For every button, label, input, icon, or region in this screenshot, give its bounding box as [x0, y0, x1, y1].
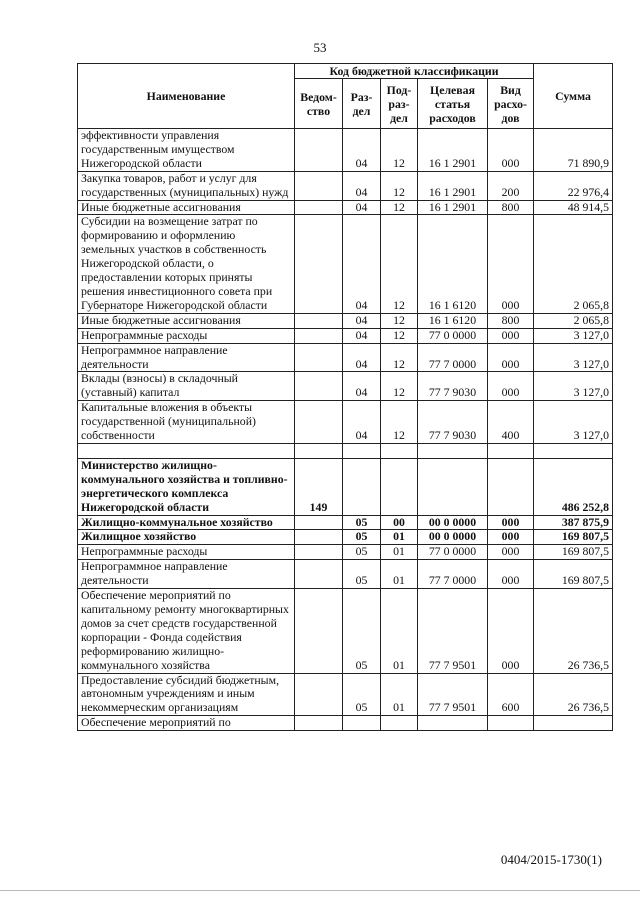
- cell-name: Непрограммные расходы: [78, 328, 295, 343]
- cell-razdel: 05: [343, 560, 381, 589]
- cell-razdel: 04: [343, 200, 381, 215]
- cell-sum: 169 807,5: [534, 545, 613, 560]
- cell-podrazdel: 01: [381, 560, 418, 589]
- cell-razdel: 05: [343, 530, 381, 545]
- table-row: [78, 589, 613, 673]
- table-row: [78, 443, 613, 458]
- cell-target: 00 0 0000: [418, 515, 488, 530]
- cell-vid: 000: [488, 560, 534, 589]
- cell-vid: 000: [488, 372, 534, 401]
- cell-razdel: 05: [343, 545, 381, 560]
- empty-cell: [295, 443, 343, 458]
- table-row: [78, 401, 613, 444]
- cell-podrazdel: 12: [381, 171, 418, 200]
- cell-podrazdel: 00: [381, 515, 418, 530]
- cell-razdel: 04: [343, 328, 381, 343]
- cell-ved: [295, 560, 343, 589]
- cell-razdel: [343, 458, 381, 515]
- cell-ved: [295, 215, 343, 313]
- cell-razdel: 04: [343, 313, 381, 328]
- cell-sum: 26 736,5: [534, 673, 613, 716]
- cell-target: 16 1 6120: [418, 313, 488, 328]
- cell-podrazdel: 12: [381, 313, 418, 328]
- cell-vid: 000: [488, 545, 534, 560]
- cell-vid: 600: [488, 673, 534, 716]
- cell-target: [418, 716, 488, 731]
- cell-razdel: 04: [343, 372, 381, 401]
- cell-ved: [295, 530, 343, 545]
- header-sum: Сумма: [534, 64, 613, 129]
- cell-ved: [295, 372, 343, 401]
- table-row: [78, 515, 613, 530]
- cell-target: 16 1 6120: [418, 215, 488, 313]
- cell-ved: [295, 313, 343, 328]
- cell-razdel: 04: [343, 215, 381, 313]
- cell-podrazdel: 01: [381, 545, 418, 560]
- cell-target: 16 1 2901: [418, 200, 488, 215]
- cell-name: Жилищно-коммунальное хозяйство: [78, 515, 295, 530]
- cell-target: 77 7 9501: [418, 589, 488, 673]
- table-row: [78, 716, 613, 731]
- cell-ved: [295, 589, 343, 673]
- table-row: [78, 673, 613, 716]
- cell-ved: [295, 673, 343, 716]
- cell-podrazdel: 01: [381, 589, 418, 673]
- table-row: [78, 215, 613, 313]
- cell-podrazdel: 12: [381, 343, 418, 372]
- cell-name: Жилищное хозяйство: [78, 530, 295, 545]
- cell-razdel: 04: [343, 171, 381, 200]
- cell-sum: 2 065,8: [534, 313, 613, 328]
- cell-razdel: 05: [343, 589, 381, 673]
- cell-vid: 000: [488, 530, 534, 545]
- cell-podrazdel: 01: [381, 530, 418, 545]
- cell-name: Предоставление субсидий бюджетным, автономным учреждениям и иным некоммерческим организациям: [78, 673, 295, 716]
- cell-sum: 71 890,9: [534, 129, 613, 172]
- table-row: [78, 545, 613, 560]
- cell-podrazdel: 12: [381, 401, 418, 444]
- table-row: [78, 171, 613, 200]
- header-vid: Вид расхо-дов: [488, 79, 534, 129]
- empty-cell: [418, 443, 488, 458]
- cell-name: Иные бюджетные ассигнования: [78, 313, 295, 328]
- cell-vid: 000: [488, 589, 534, 673]
- header-ved: Ведом-ство: [295, 79, 343, 129]
- cell-vid: 000: [488, 129, 534, 172]
- cell-podrazdel: 12: [381, 328, 418, 343]
- cell-podrazdel: [381, 458, 418, 515]
- cell-target: 77 7 0000: [418, 560, 488, 589]
- footer-document-code: 0404/2015-1730(1): [500, 852, 602, 867]
- table-body: [78, 129, 613, 731]
- cell-sum: 48 914,5: [534, 200, 613, 215]
- cell-sum: 26 736,5: [534, 589, 613, 673]
- cell-podrazdel: 12: [381, 372, 418, 401]
- table-row: [78, 560, 613, 589]
- cell-vid: 000: [488, 328, 534, 343]
- cell-ved: [295, 129, 343, 172]
- cell-vid: [488, 458, 534, 515]
- cell-sum: 169 807,5: [534, 530, 613, 545]
- cell-podrazdel: 12: [381, 129, 418, 172]
- budget-table: [77, 63, 613, 731]
- cell-razdel: [343, 716, 381, 731]
- page-number: 53: [313, 40, 327, 55]
- cell-target: 77 0 0000: [418, 545, 488, 560]
- cell-razdel: 04: [343, 129, 381, 172]
- cell-sum: 3 127,0: [534, 343, 613, 372]
- cell-target: 77 7 9030: [418, 372, 488, 401]
- header-target: Целевая статья расходов: [418, 79, 488, 129]
- cell-target: 77 7 9030: [418, 401, 488, 444]
- cell-name: Непрограммное направление деятельности: [78, 343, 295, 372]
- cell-vid: 800: [488, 313, 534, 328]
- cell-name: Непрограммные расходы: [78, 545, 295, 560]
- table-row: [78, 129, 613, 172]
- cell-vid: 800: [488, 200, 534, 215]
- cell-sum: 22 976,4: [534, 171, 613, 200]
- cell-razdel: 04: [343, 401, 381, 444]
- table-row: [78, 530, 613, 545]
- bottom-divider: [0, 890, 640, 891]
- cell-ved: [295, 343, 343, 372]
- cell-sum: 3 127,0: [534, 401, 613, 444]
- cell-ved: [295, 716, 343, 731]
- cell-vid: 000: [488, 215, 534, 313]
- cell-ved: 149: [295, 458, 343, 515]
- cell-vid: 000: [488, 343, 534, 372]
- cell-name: Вклады (взносы) в складочный (уставный) капитал: [78, 372, 295, 401]
- header-code-group: Код бюджетной классификации: [295, 64, 534, 79]
- cell-target: 77 0 0000: [418, 328, 488, 343]
- cell-podrazdel: 12: [381, 215, 418, 313]
- table-row: [78, 200, 613, 215]
- cell-target: 77 7 0000: [418, 343, 488, 372]
- empty-cell: [534, 443, 613, 458]
- cell-target: 16 1 2901: [418, 171, 488, 200]
- cell-name: Закупка товаров, работ и услуг для государственных (муниципальных) нужд: [78, 171, 295, 200]
- header-name: Наименование: [78, 64, 295, 129]
- cell-vid: 400: [488, 401, 534, 444]
- cell-name: эффективности управления государственным имуществом Нижегородской области: [78, 129, 295, 172]
- cell-name: Обеспечение мероприятий по капитальному ремонту многоквартирных домов за счет средств государственной корпорации - Фонда содействия реформированию жилищно-коммунального хозяйства: [78, 589, 295, 673]
- cell-name: Непрограммное направление деятельности: [78, 560, 295, 589]
- cell-ved: [295, 171, 343, 200]
- table-row: [78, 343, 613, 372]
- cell-podrazdel: 01: [381, 673, 418, 716]
- cell-name: Субсидии на возмещение затрат по формированию и оформлению земельных участков в собственность Нижегородской области, о предоставлении которых приняты решения инвестиционного совета при Губернаторе Нижегородской области: [78, 215, 295, 313]
- cell-ved: [295, 545, 343, 560]
- cell-sum: 2 065,8: [534, 215, 613, 313]
- empty-cell: [343, 443, 381, 458]
- cell-vid: 000: [488, 515, 534, 530]
- cell-sum: [534, 716, 613, 731]
- empty-cell: [381, 443, 418, 458]
- table-row: [78, 328, 613, 343]
- cell-vid: [488, 716, 534, 731]
- cell-ved: [295, 328, 343, 343]
- cell-name: Капитальные вложения в объекты государственной (муниципальной) собственности: [78, 401, 295, 444]
- header-podrazdel: Под-раз-дел: [381, 79, 418, 129]
- cell-name: Иные бюджетные ассигнования: [78, 200, 295, 215]
- cell-name: Министерство жилищно-коммунального хозяйства и топливно-энергетического комплекса Нижегородской области: [78, 458, 295, 515]
- table-row: [78, 458, 613, 515]
- cell-target: 00 0 0000: [418, 530, 488, 545]
- cell-razdel: 04: [343, 343, 381, 372]
- cell-sum: 169 807,5: [534, 560, 613, 589]
- cell-target: 77 7 9501: [418, 673, 488, 716]
- cell-name: Обеспечение мероприятий по: [78, 716, 295, 731]
- cell-ved: [295, 200, 343, 215]
- cell-ved: [295, 515, 343, 530]
- cell-razdel: 05: [343, 515, 381, 530]
- cell-sum: 3 127,0: [534, 372, 613, 401]
- cell-sum: 3 127,0: [534, 328, 613, 343]
- cell-razdel: 05: [343, 673, 381, 716]
- cell-target: [418, 458, 488, 515]
- empty-cell: [488, 443, 534, 458]
- empty-cell: [78, 443, 295, 458]
- cell-podrazdel: [381, 716, 418, 731]
- cell-sum: 387 875,9: [534, 515, 613, 530]
- cell-target: 16 1 2901: [418, 129, 488, 172]
- table-row: [78, 313, 613, 328]
- header-razdel: Раз-дел: [343, 79, 381, 129]
- table-row: [78, 372, 613, 401]
- cell-podrazdel: 12: [381, 200, 418, 215]
- cell-ved: [295, 401, 343, 444]
- cell-vid: 200: [488, 171, 534, 200]
- cell-sum: 486 252,8: [534, 458, 613, 515]
